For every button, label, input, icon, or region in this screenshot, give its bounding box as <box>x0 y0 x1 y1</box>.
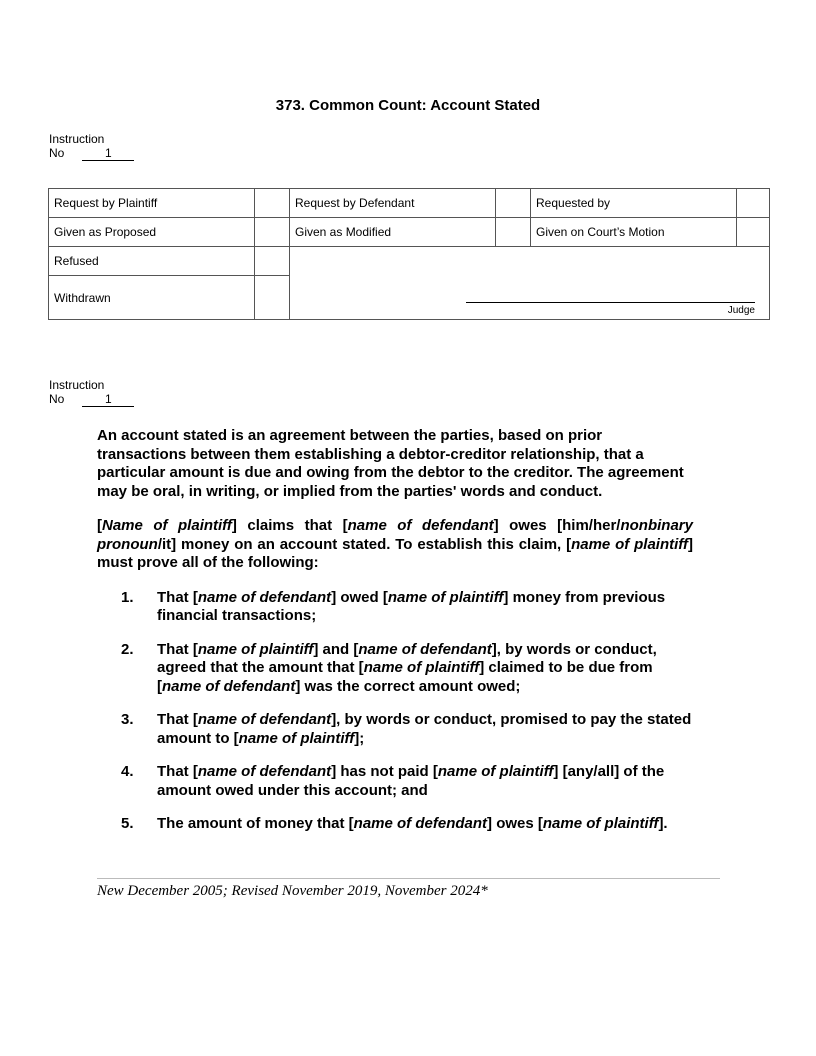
list-item: 5. The amount of money that [name of defendant] owes [name of plaintiff]. <box>121 815 668 832</box>
judge-signature-area <box>290 247 770 320</box>
withdrawn-label: Withdrawn <box>49 276 255 320</box>
instruction-label: Instruction <box>49 378 105 392</box>
list-item: 3. That [name of defendant], by words or conduct, promised to pay the stated amount to [name of plaintiff]; <box>121 711 692 747</box>
request-table <box>48 188 770 320</box>
withdrawn-box[interactable] <box>255 276 290 320</box>
list-item: 4. That [name of defendant] has not paid [name of plaintiff] [any/all] of the amount owed under this account; and <box>121 763 665 799</box>
claim-paragraph: [Name of plaintiff] claims that [name of defendant] owes [him/her/nonbinary pronoun/it] money on an account stated. To establish this claim, [name of plaintiff] must prove all of the following: <box>97 517 693 571</box>
no-label: No <box>49 392 65 406</box>
request-by-defendant-box[interactable] <box>496 189 531 218</box>
given-as-proposed-box[interactable] <box>255 218 290 247</box>
given-on-courts-motion-label: Given on Court’s Motion <box>531 218 737 247</box>
instruction-no-row <box>49 392 134 407</box>
instruction-label: Instruction <box>49 132 105 146</box>
refused-box[interactable] <box>255 247 290 276</box>
requested-by-box[interactable] <box>737 189 770 218</box>
instruction-number-top <box>49 132 134 161</box>
instruction-body <box>97 427 693 849</box>
refused-label: Refused <box>49 247 255 276</box>
judge-label: Judge <box>727 305 755 316</box>
judge-signature-line[interactable] <box>466 302 755 303</box>
given-as-proposed-label: Given as Proposed <box>49 218 255 247</box>
given-on-courts-motion-box[interactable] <box>737 218 770 247</box>
definition-paragraph: An account stated is an agreement between the parties, based on prior transactions between them establishing a debtor-creditor relationship, that a particular amount is due and owing from the debtor to the creditor. The agreement may be oral, in writing, or implied from the parties' words and conduct. <box>97 427 684 500</box>
list-item: 2. That [name of plaintiff] and [name of defendant], by words or conduct, agreed that the amount that [name of plaintiff] claimed to be due from [name of defendant] was the correct amount owed; <box>121 640 657 695</box>
instruction-no-row <box>49 146 134 161</box>
instruction-number-bottom <box>49 378 134 407</box>
request-by-plaintiff-box[interactable] <box>255 189 290 218</box>
page-title: 373. Common Count: Account Stated <box>275 97 541 114</box>
request-by-defendant-label: Request by Defendant <box>290 189 496 218</box>
no-label: No <box>49 146 65 160</box>
request-by-plaintiff-label: Request by Plaintiff <box>49 189 255 218</box>
divider <box>97 878 720 879</box>
revision-history: New December 2005; Revised November 2019, November 2024* <box>97 883 488 899</box>
instruction-no-field[interactable]: 1 <box>82 147 134 161</box>
elements-list <box>97 589 693 834</box>
given-as-modified-label: Given as Modified <box>290 218 496 247</box>
requested-by-label: Requested by <box>531 189 737 218</box>
instruction-no-field[interactable]: 1 <box>82 393 134 407</box>
given-as-modified-box[interactable] <box>496 218 531 247</box>
list-item: 1. That [name of defendant] owed [name of plaintiff] money from previous financial transactions; <box>121 588 666 624</box>
